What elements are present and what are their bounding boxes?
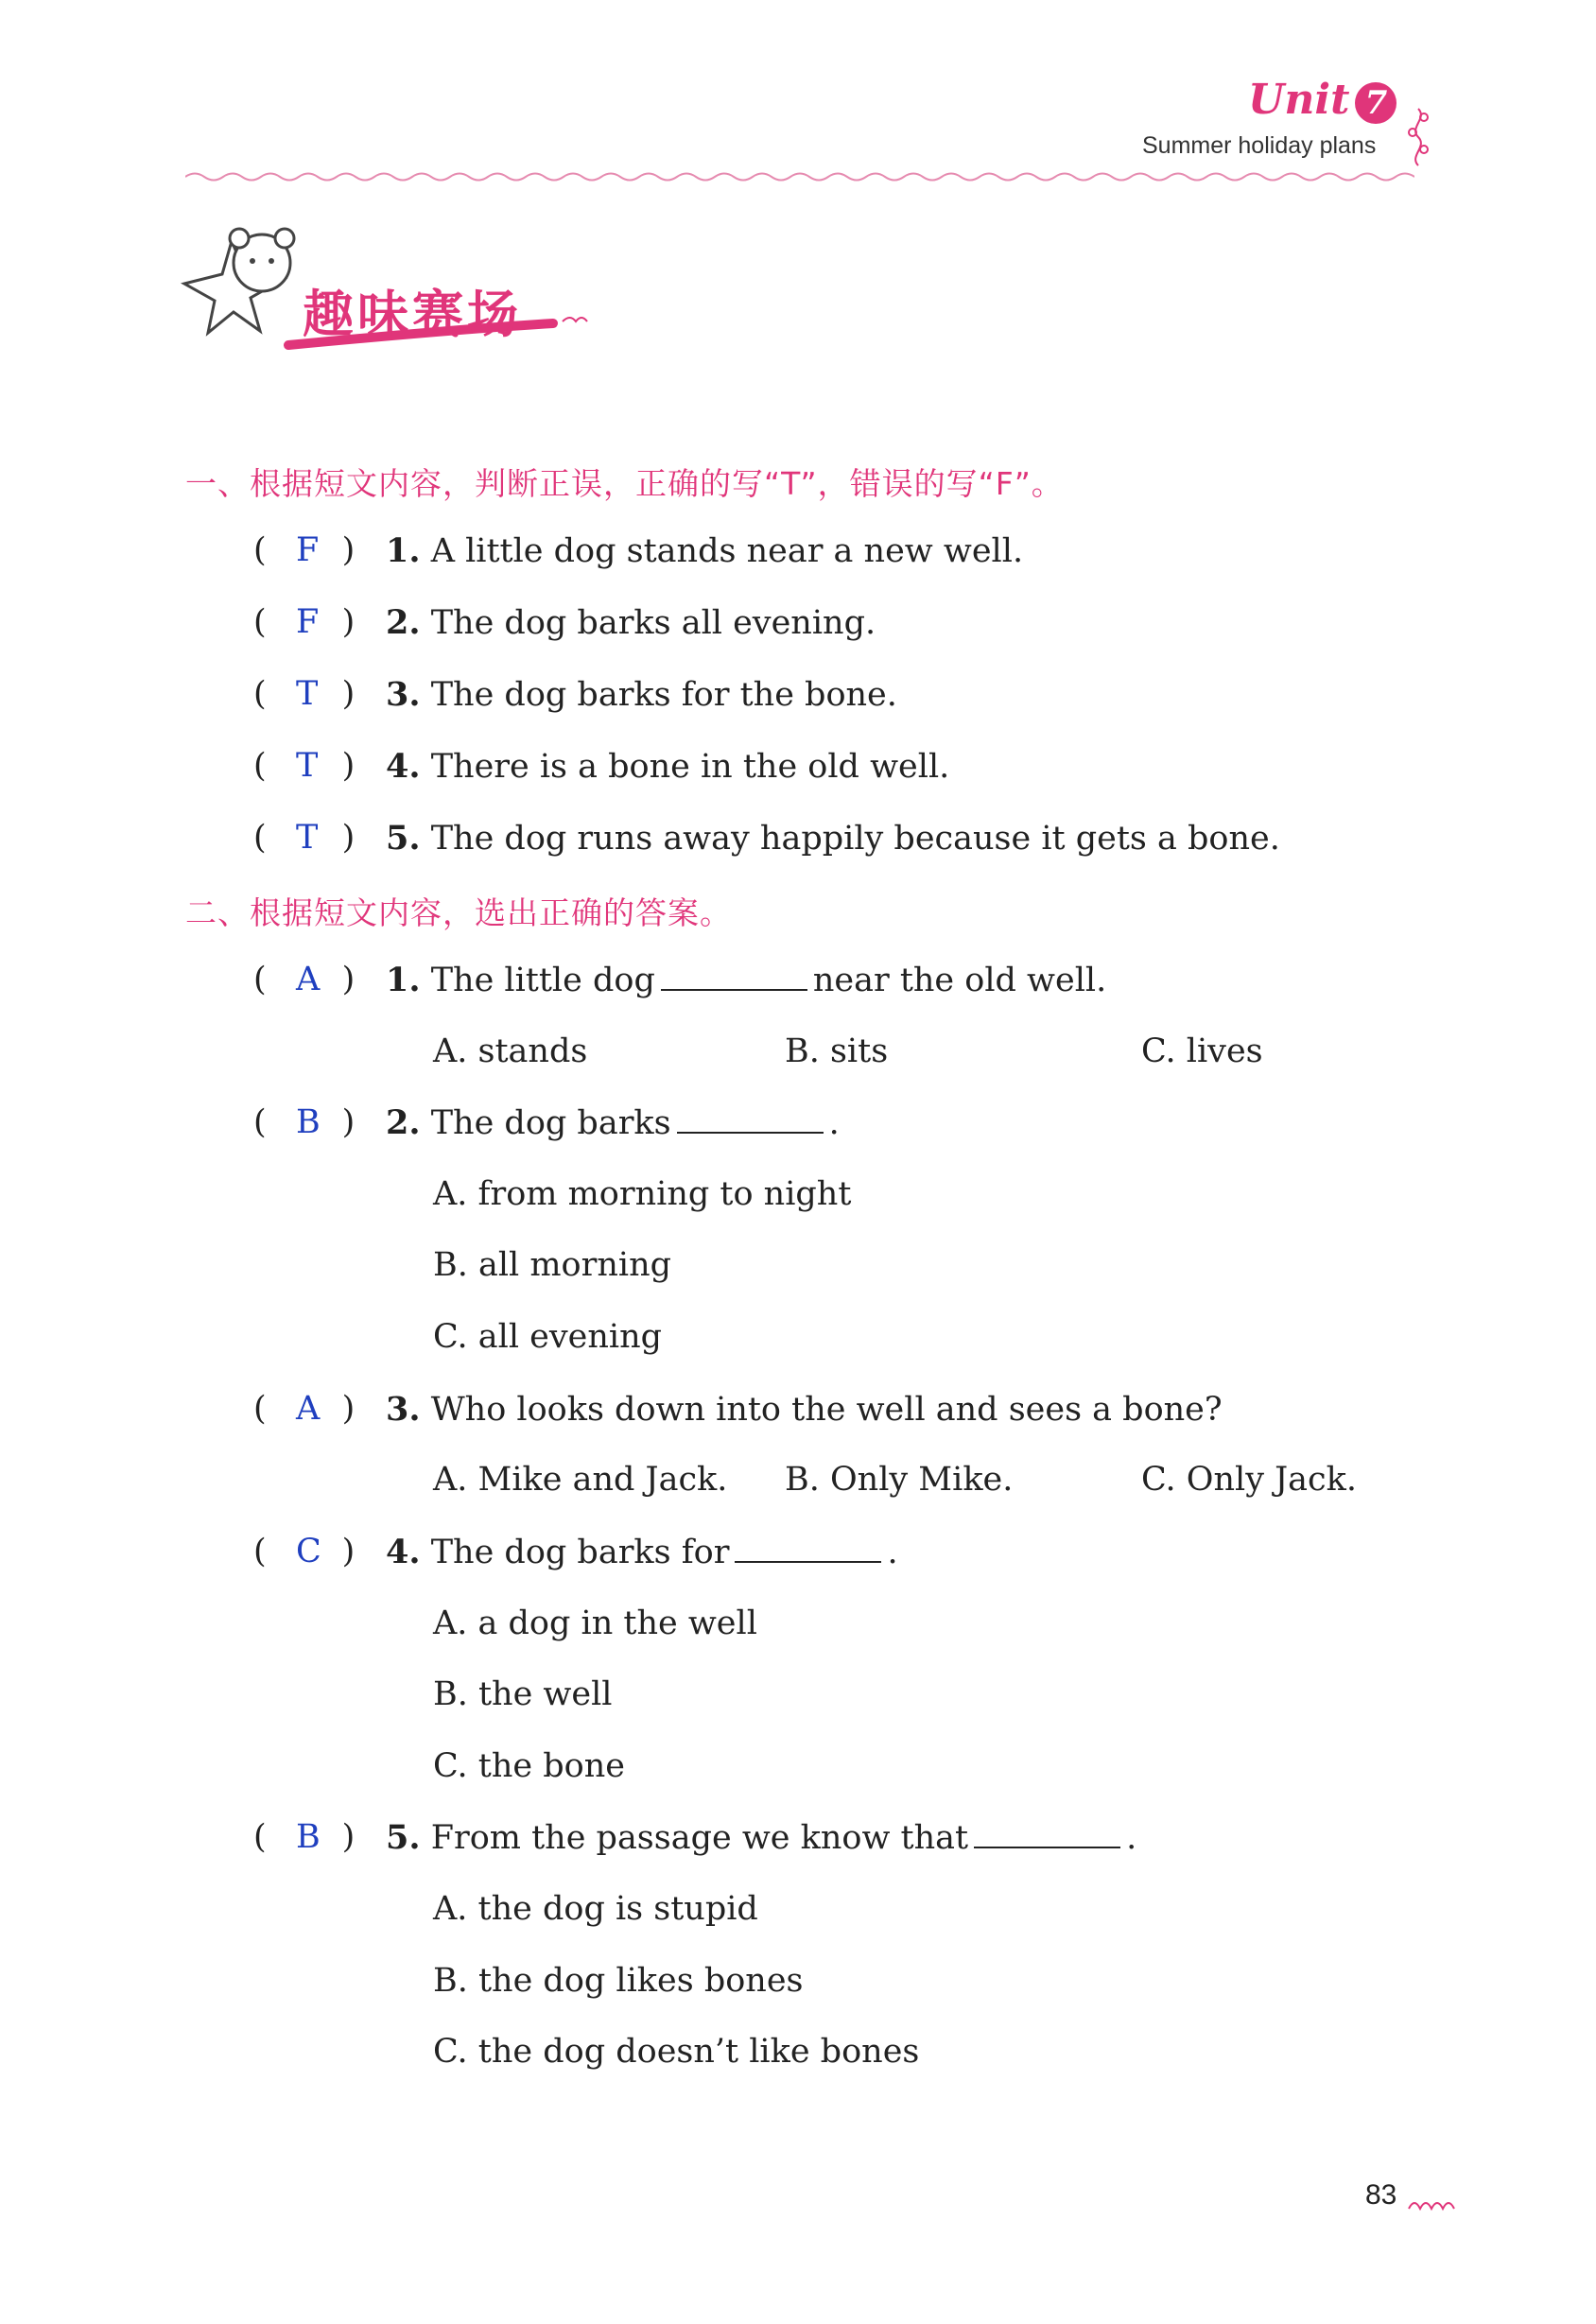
unit-logo: [1248, 76, 1396, 124]
question-text: The dog barks all evening.: [430, 604, 876, 642]
question-text: From the passage we know that: [430, 1819, 969, 1857]
answer-blank: [735, 1533, 881, 1563]
answer-4: C: [296, 1533, 321, 1570]
answer-5: T: [296, 819, 319, 857]
answer-3: T: [296, 675, 319, 713]
answer-3: A: [296, 1390, 321, 1428]
answer-4: T: [296, 747, 319, 785]
unit-subtitle: Summer holiday plans: [1142, 132, 1377, 159]
option-c: C. lives: [1141, 1032, 1263, 1070]
question-number: 2.: [386, 603, 421, 642]
question-text: The dog barks: [430, 1104, 671, 1142]
question-number: 3.: [386, 1390, 421, 1429]
answer-2: F: [296, 603, 320, 641]
question-number: 3.: [386, 675, 421, 714]
question-text-end: near the old well.: [812, 962, 1107, 999]
question-text: A little dog stands near a new well.: [430, 532, 1024, 570]
question-text: The dog runs away happily because it gets a bone.: [430, 820, 1280, 858]
worksheet-page: Unit 7 Summer holiday plans 趣味赛场 一、根据短文内容，判断正误，正确的写“T”，错误的写“F”。 ( ) F 1. A little dog stands near a new well. ( ) F 2. The dog barks all evening. ( ) T 3. The dog barks for the bone. ( ) T 4. There is a bone in the old well. ( ) T 5. The dog runs away happily because it gets a bone. 二、根据短文内容，选出正确的答案。 ( ) A 1. The little dog near the old well. A. stands B. sits C. lives ( ) B 2. The dog barks . A. from morning to night B. all morning C. all evening ( ) A 3. Who looks down into the well and sees a bone? A. Mike and Jack. B. Only Mike. C. Only Jack. ( ) C 4. The dog barks for . A. a dog in the well B. the well C. the bone ( ) B 5. From the passage we know that . A. the dog is stupid B. the dog likes bones C. the dog doesn’t like bones 83: [0, 0, 1596, 2324]
header-wavy-divider: [185, 170, 1414, 183]
unit-number-badge: 7: [1355, 82, 1396, 124]
option-a: A. stands: [433, 1032, 588, 1070]
option-b: B. sits: [785, 1032, 889, 1070]
page-number: 83: [1365, 2179, 1397, 2211]
answer-1: A: [296, 961, 321, 998]
question-text-end: .: [828, 1104, 840, 1142]
unit-word: Unit: [1248, 76, 1350, 124]
question-text-end: .: [1126, 1819, 1137, 1857]
option-b: B. the dog likes bones: [433, 1962, 804, 2000]
question-number: 5.: [386, 819, 421, 858]
question-text: There is a bone in the old well.: [430, 748, 950, 786]
option-b: B. Only Mike.: [785, 1461, 1014, 1499]
flourish-icon: [1399, 104, 1437, 180]
question-number: 1.: [386, 961, 421, 999]
question-text: The dog barks for: [430, 1534, 730, 1571]
option-c: C. Only Jack.: [1141, 1461, 1357, 1499]
option-c: C. the bone: [433, 1747, 625, 1785]
section-1-title: 一、根据短文内容，判断正误，正确的写“T”，错误的写“F”。: [185, 465, 1064, 502]
option-c: C. the dog doesn’t like bones: [433, 2033, 920, 2071]
question-number: 5.: [386, 1818, 421, 1857]
question-number: 2.: [386, 1103, 421, 1142]
option-b: B. the well: [433, 1675, 613, 1713]
answer-5: B: [296, 1818, 321, 1856]
question-text: The little dog: [430, 962, 655, 999]
option-a: A. from morning to night: [433, 1175, 852, 1213]
curl-decoration-icon: [1407, 2192, 1464, 2214]
answer-blank: [974, 1818, 1120, 1848]
option-a: A. a dog in the well: [433, 1604, 757, 1642]
option-a: A. the dog is stupid: [433, 1890, 758, 1928]
banner-title: 趣味赛场: [303, 285, 522, 344]
question-text-end: .: [887, 1534, 898, 1571]
option-c: C. all evening: [433, 1318, 663, 1356]
option-a: A. Mike and Jack.: [433, 1461, 728, 1499]
option-b: B. all morning: [433, 1246, 672, 1284]
section-2-title: 二、根据短文内容，选出正确的答案。: [185, 894, 732, 931]
answer-2: B: [296, 1103, 321, 1141]
question-number: 1.: [386, 531, 421, 570]
answer-blank: [677, 1103, 824, 1134]
question-text: Who looks down into the well and sees a bone?: [430, 1391, 1223, 1429]
question-number: 4.: [386, 1533, 421, 1571]
question-number: 4.: [386, 747, 421, 786]
question-text: The dog barks for the bone.: [430, 676, 897, 714]
answer-blank: [661, 961, 807, 991]
answer-1: F: [296, 531, 320, 569]
